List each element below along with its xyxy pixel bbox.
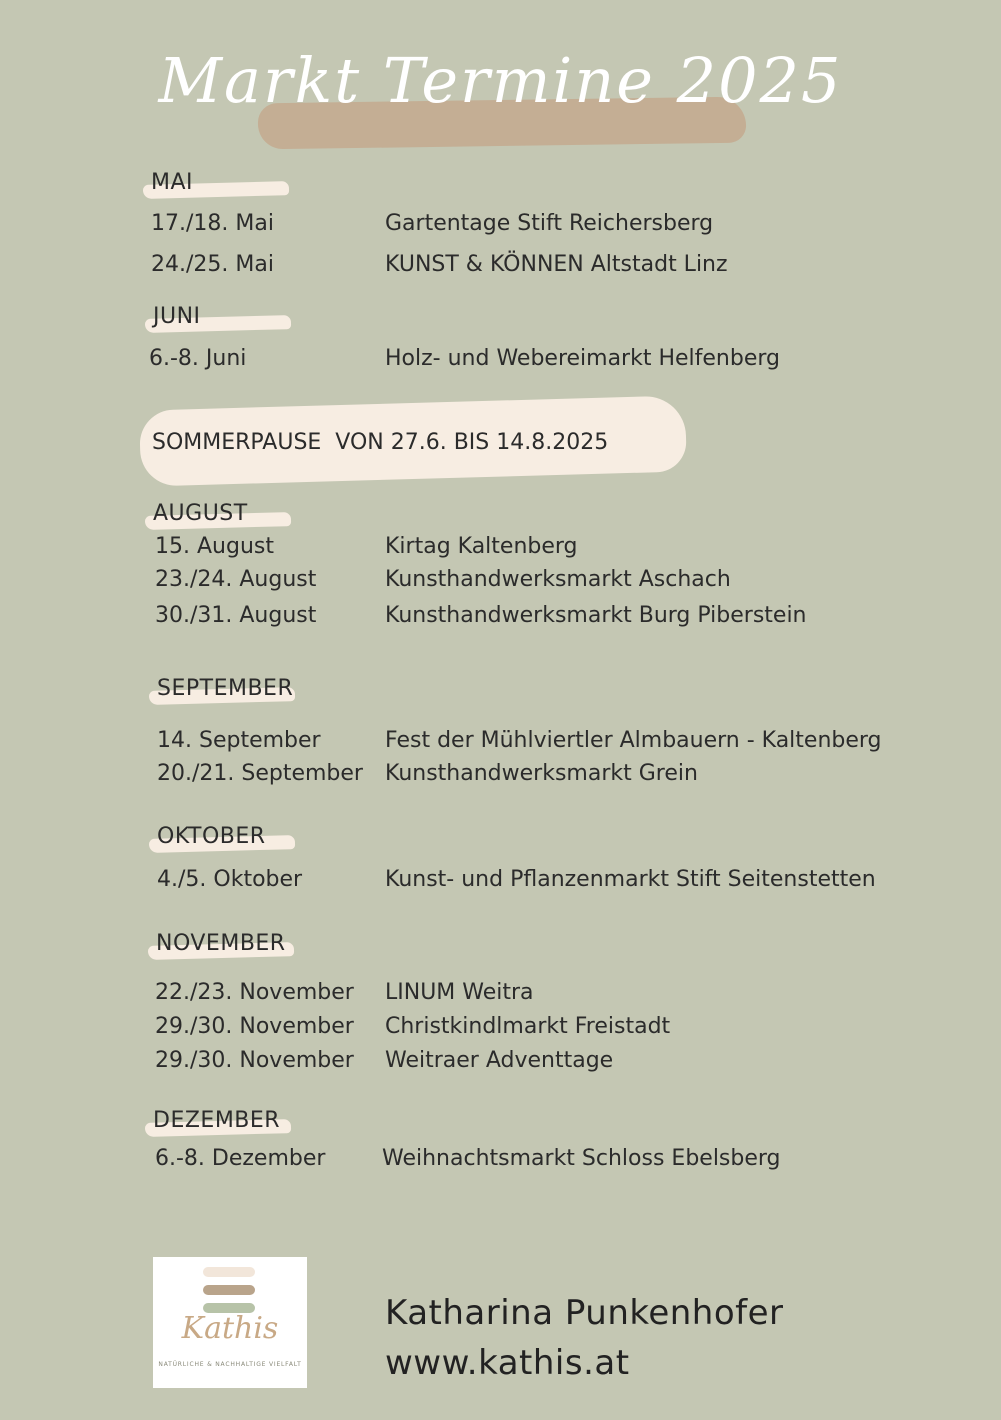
event-name: Kunsthandwerksmarkt Burg Piberstein — [385, 603, 807, 628]
summer-break-notice: SOMMERPAUSE VON 27.6. BIS 14.8.2025 — [152, 430, 609, 455]
month-heading-dezember: DEZEMBER — [153, 1108, 280, 1133]
event-name: Weitraer Adventtage — [385, 1048, 614, 1073]
event-date: 23./24. August — [155, 567, 317, 592]
event-name: Gartentage Stift Reichersberg — [385, 211, 714, 236]
event-date: 24./25. Mai — [151, 252, 274, 277]
event-name: Fest der Mühlviertler Almbauern - Kaltenberg — [385, 728, 882, 753]
logo-bar-top — [203, 1267, 255, 1277]
month-heading-oktober: OKTOBER — [157, 824, 266, 849]
month-heading-november: NOVEMBER — [156, 931, 286, 956]
event-name: Weihnachtsmarkt Schloss Ebelsberg — [382, 1146, 781, 1171]
event-date: 6.-8. Dezember — [155, 1146, 326, 1171]
logo-tagline: NATÜRLICHE & NACHHALTIGE VIELFALT — [158, 1361, 302, 1368]
event-date: 20./21. September — [157, 761, 363, 786]
contact-name: Katharina Punkenhofer — [385, 1293, 784, 1333]
logo-wordmark: Kathis — [181, 1311, 279, 1346]
event-date: 29./30. November — [155, 1048, 354, 1073]
month-heading-august: AUGUST — [153, 501, 248, 526]
event-name: Kirtag Kaltenberg — [385, 534, 578, 559]
event-date: 29./30. November — [155, 1014, 354, 1039]
month-heading-september: SEPTEMBER — [157, 676, 293, 701]
event-date: 17./18. Mai — [151, 211, 274, 236]
event-name: Kunsthandwerksmarkt Aschach — [385, 567, 731, 592]
event-name: Holz- und Webereimarkt Helfenberg — [385, 346, 781, 371]
event-name: Kunsthandwerksmarkt Grein — [385, 761, 698, 786]
event-date: 15. August — [155, 534, 274, 559]
month-heading-mai: MAI — [151, 170, 193, 195]
contact-website: www.kathis.at — [385, 1343, 630, 1383]
event-name: KUNST & KÖNNEN Altstadt Linz — [385, 252, 728, 277]
title-area — [0, 40, 1001, 150]
event-date: 22./23. November — [155, 980, 354, 1005]
event-date: 6.-8. Juni — [149, 346, 247, 371]
logo — [153, 1257, 307, 1388]
event-date: 30./31. August — [155, 603, 317, 628]
event-name: Christkindlmarkt Freistadt — [385, 1014, 671, 1039]
page-title: Markt Termine 2025 — [158, 44, 843, 117]
logo-bar-middle — [203, 1285, 255, 1295]
event-name: LINUM Weitra — [385, 980, 534, 1005]
event-date: 14. September — [157, 728, 321, 753]
event-date: 4./5. Oktober — [157, 867, 303, 892]
event-name: Kunst- und Pflanzenmarkt Stift Seitenstetten — [385, 867, 876, 892]
month-heading-juni: JUNI — [153, 304, 201, 329]
